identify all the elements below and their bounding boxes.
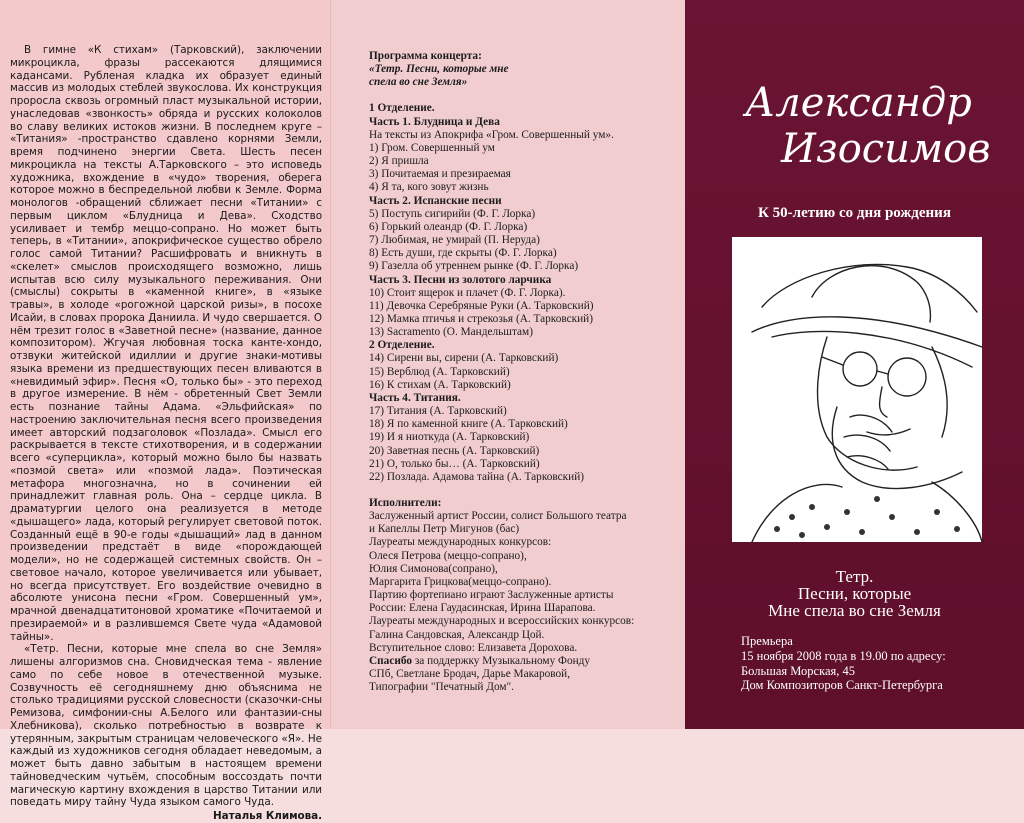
part1-title: Часть 1. Блудница и Дева — [369, 115, 500, 128]
performer-line: Галина Сандовская, Александр Цой. — [369, 628, 545, 641]
performer-line: Заслуженный артист России, солист Большого театра — [369, 510, 627, 523]
performer-line: Олеся Петрова (меццо-сопрано), — [369, 549, 527, 562]
performer-line: Юлия Симонова(сопрано), — [369, 562, 498, 575]
thanks-rest: за поддержку Музыкальному Фонду — [412, 654, 591, 667]
composer-first-name: Александр — [745, 80, 972, 126]
premiere-line: 15 ноября 2008 года в 19.00 по адресу: — [741, 648, 946, 663]
song-item: 17) Титания (А. Тарковский) — [369, 405, 507, 418]
song-item: 10) Стоит ящерок и плачет (Ф. Г. Лорка). — [369, 286, 566, 299]
part2-label: 2 Отделение. — [369, 339, 435, 352]
essay-paragraph-1: В гимне «К стихам» (Тарковский), заключении микроцикла, фразы рассекаются длящимися кадансами. Рубленая кладка их образует единый массив из молодых стеблей звукослова. Их конструкция проросла сквозь огромный пласт музыкальной истории, унаследовав «звонкость» обряда и русских колоколов во славу великих истоков жизни. В последнем круге – «Титания» -пространство сдавлено корнями Земли, время подчинено энергии Света. Шесть песен микроцикла на тексты А.Тарковского – это исповедь художника, вхождение в «чудо» творения, оберега которое можно в беспредельной любви к Земле. Форма монологов -обращений сближает песни «Титании» с первым циклом «Блудница и Дева». Сходство усиливает и тембр меццо-сопрано. Но может быть теперь, в «Титании», апокрифическое существо обрело голос самой Титании? Расшифровать и вникнуть в «скелет» смыслов происходящего возможно, лишь испытав всю силу музыкального переживания. Они (смыслы) сокрыты в «каменной книге», в «языке травы», в холоде «рогожной царской ризы», в посохе Исайи, в словах пророка Даниила. И чудо свершается. О нём трезит голос в «Заветной песне» (название, данное композитором). Жгучая любовная тоска канте-хондо, отзвуки житейской идиллии и другие знаки-мотивы языка времени из предшествующих песен вливаются в «невидимый эфир». Песня «О, только бы» - это переход в другое измерение. В нём - обретенный Свет Земли есть познание тайны Адама. «Эльфийская» по настроению заключительная песня всего произведения имеет авторский подзаголовок «Позлада». Смысл его раскрывается в тексте стихотворения, и в содержании всего «суперцикла», который можно было бы назвать «позмой света» или «позмой лада». Поэтическая метафора многозначна, но в сочинении ей принадлежит главная роль. Она – сердце цикла. В драматургии целого она реализуется в методе «дышащего» лада, который регулирует световой поток. Созданный ещё в 90-е годы «дышащий» лад в данном произведении предстаёт в виде «порождающей модели», но не содержащей системных свойств. Он – световое начало, которое увеличивается или убывает, но всегда присутствует. Его воздействие очевидно в абсолюте унисона песни «Гром. Совершенный ум», мрачной двенадцатитоновой хроматике «Почитаемой и презираемой» и в разлившемся Свете чуда «Адамовой тайны». — [10, 44, 322, 643]
performer-line: Маргарита Грицкова(меццо-сопрано). — [369, 575, 552, 588]
program-heading: Программа концерта: — [369, 50, 482, 62]
concert-title-line: Тетр. — [835, 567, 874, 586]
composer-last-name: Изосимов — [781, 126, 991, 172]
song-item: 16) К стихам (А. Тарковский) — [369, 378, 511, 391]
song-item: 20) Заветная песнь (А. Тарковский) — [369, 444, 540, 457]
essay-signature: Наталья Климова. — [213, 810, 322, 822]
song-item: 9) Газелла об утреннем рынке (Ф. Г. Лорка) — [369, 260, 579, 273]
song-item: 5) Поступь сигирийи (Ф. Г. Лорка) — [369, 207, 536, 220]
song-item: 1) Гром. Совершенный ум — [369, 141, 495, 154]
essay-paragraph-2: «Тетр. Песни, которые мне спела во сне Земля» лишены алгоризмов сна. Сновидческая тема - явление само по себе новое в отечественной музыке. Созвучность её сегодняшнему дню объяснима не столько традициями русской словесности (сказочки-сны Ремизова, симфонии-сны А.Белого или фантазии-сны Хлебникова), сколько потребностью в возврате к утерянным, закрытым страницам человеческого «Я». Не каждый из художников сегодня обладает неведомым, а может быть давно забытым в настоящем времени тайноведческим чутьём, способным воссоздать почти магическую картину вхождения в царство Титании или поведать миру тайну Чуда языком самого Чуда. — [10, 643, 322, 809]
song-item: 11) Девочка Серебряные Руки (А. Тарковский) — [369, 299, 594, 312]
part1-label: 1 Отделение. — [369, 102, 435, 115]
performer-line: Партию фортепиано играют Заслуженные артисты — [369, 589, 614, 602]
song-item: 19) И я ниоткуда (А. Тарковский) — [369, 431, 530, 444]
part3-title: Часть 3. Песни из золотого ларчика — [369, 273, 552, 286]
essay-panel — [0, 0, 330, 822]
song-item: 6) Горький олеандр (Ф. Г. Лорка) — [369, 220, 528, 233]
song-item: 21) О, только бы… (А. Тарковский) — [369, 457, 540, 470]
portrait-image — [732, 237, 982, 542]
anniversary-caption: К 50-летию со дня рождения — [758, 205, 951, 221]
premiere-line: Дом Композиторов Санкт-Петербурга — [741, 678, 943, 693]
portrait-sketch — [732, 237, 982, 542]
song-item: 3) Почитаемая и презираемая — [369, 168, 511, 181]
composer-name — [745, 80, 1005, 172]
performer-line: Лауреаты международных конкурсов: — [369, 536, 552, 549]
song-item: 7) Любимая, не умирай (П. Неруда) — [369, 234, 540, 247]
concert-title — [685, 568, 1024, 619]
performer-line: Лауреаты международных и всероссийских конкурсов: — [369, 615, 635, 628]
thanks-line: СПб, Светлане Бродач, Дарье Макаровой, — [369, 668, 571, 681]
performer-line: Вступительное слово: Елизавета Дорохова. — [369, 641, 578, 654]
song-item: 4) Я та, кого зовут жизнь — [369, 181, 489, 194]
thanks-line: Типографии "Печатный Дом". — [369, 681, 514, 694]
cover-panel — [685, 0, 1024, 729]
premiere-label: Премьера — [741, 634, 793, 648]
song-item: 18) Я по каменной книге (А. Тарковский) — [369, 418, 568, 431]
program-subheading: «Тетр. Песни, которые мне спела во сне Земля» — [369, 63, 509, 89]
part1-note: На тексты из Апокрифа «Гром. Совершенный ум». — [369, 128, 614, 141]
performers-heading: Исполнители: — [369, 497, 442, 509]
song-item: 2) Я пришла — [369, 155, 429, 168]
performer-line: России: Елена Гаудасинская, Ирина Шарапова. — [369, 602, 596, 615]
concert-title-line: Мне спела во сне Земля — [768, 601, 941, 620]
part2-title: Часть 2. Испанские песни — [369, 194, 502, 207]
program-panel — [330, 0, 685, 729]
performer-line: и Капеллы Петр Мигунов (бас) — [369, 523, 520, 536]
premiere-info — [741, 634, 946, 693]
concert-title-line: Песни, которые — [797, 584, 912, 603]
thanks-label: Спасибо — [369, 654, 412, 667]
song-item: 12) Мамка птичья и стрекозья (А. Тарковский) — [369, 312, 593, 325]
song-item: 15) Верблюд (А. Тарковский) — [369, 365, 510, 378]
thanks-line — [369, 655, 677, 668]
song-item: 22) Позлада. Адамова тайна (А. Тарковский) — [369, 470, 585, 483]
premiere-line: Большая Морская, 45 — [741, 663, 856, 678]
part4-title: Часть 4. Титания. — [369, 391, 461, 404]
song-item: 13) Sacramento (О. Мандельштам) — [369, 326, 533, 339]
song-item: 8) Есть души, где скрыты (Ф. Г. Лорка) — [369, 247, 557, 260]
song-item: 14) Сирени вы, сирени (А. Тарковский) — [369, 352, 559, 365]
